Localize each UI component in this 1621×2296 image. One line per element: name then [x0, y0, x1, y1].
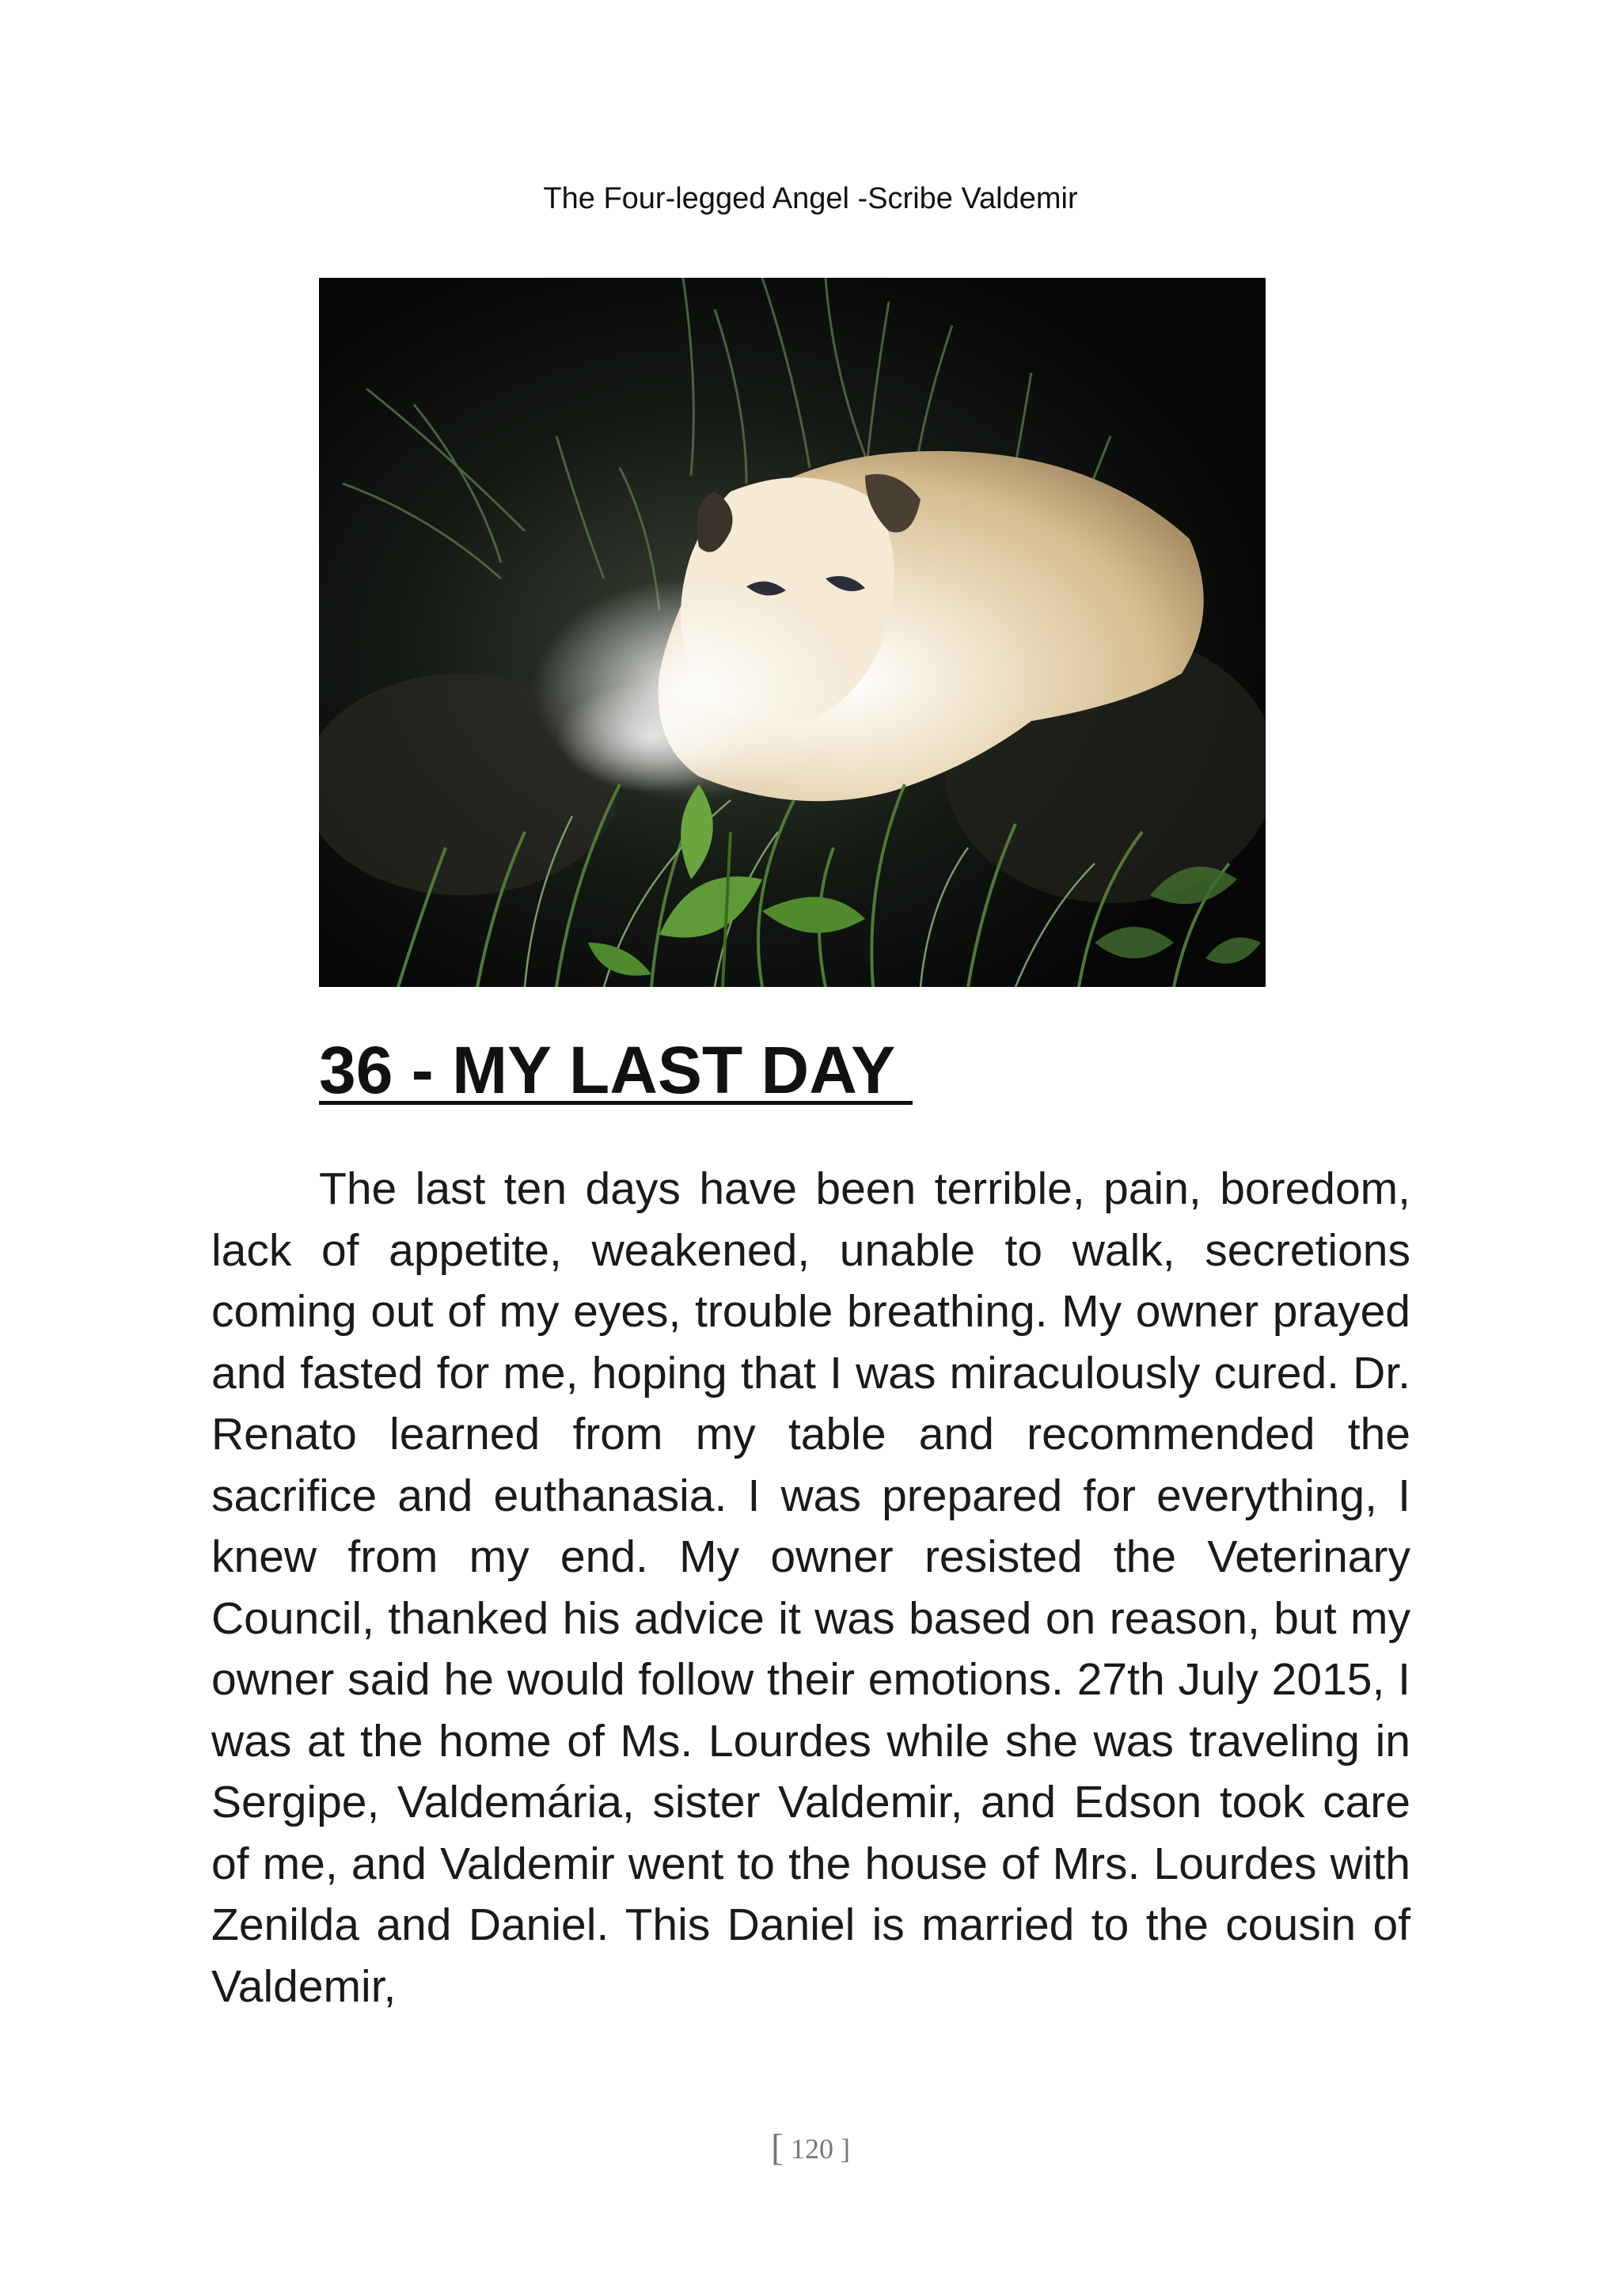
page-number-close-bracket: ] — [840, 2133, 850, 2165]
dog-photo — [319, 278, 1266, 987]
chapter-body-paragraph: The last ten days have been terrible, pain, boredom, lack of appetite, weakened, unable to walk, secretions coming out of my eyes, trouble breathing. My owner prayed and fasted for me, hoping that I was miraculously cured. Dr. Renato learned from my table and recommended the sacrifice and euthanasia. I was prepared for everything, I knew from my end. My owner resisted the Veterinary Council, thanked his advice it was based on reason, but my owner said he would follow their emotions. 27th July 2015, I was at the home of Ms. Lourdes while she was traveling in Sergipe, Valdemária, sister Valdemir, and Edson took care of me, and Valdemir went to the house of Mrs. Lourdes with Zenilda and Daniel. This Daniel is married to the cousin of Valdemir, — [211, 1163, 1410, 2012]
dog-photo-illustration — [319, 278, 1266, 987]
chapter-title: 36 - MY LAST DAY — [319, 1033, 913, 1107]
page-number-open-bracket: [ — [771, 2127, 784, 2169]
page-number — [0, 2127, 1621, 2169]
running-header: The Four-legged Angel -Scribe Valdemir — [543, 182, 1078, 215]
page-number-value: 120 — [790, 2133, 833, 2165]
